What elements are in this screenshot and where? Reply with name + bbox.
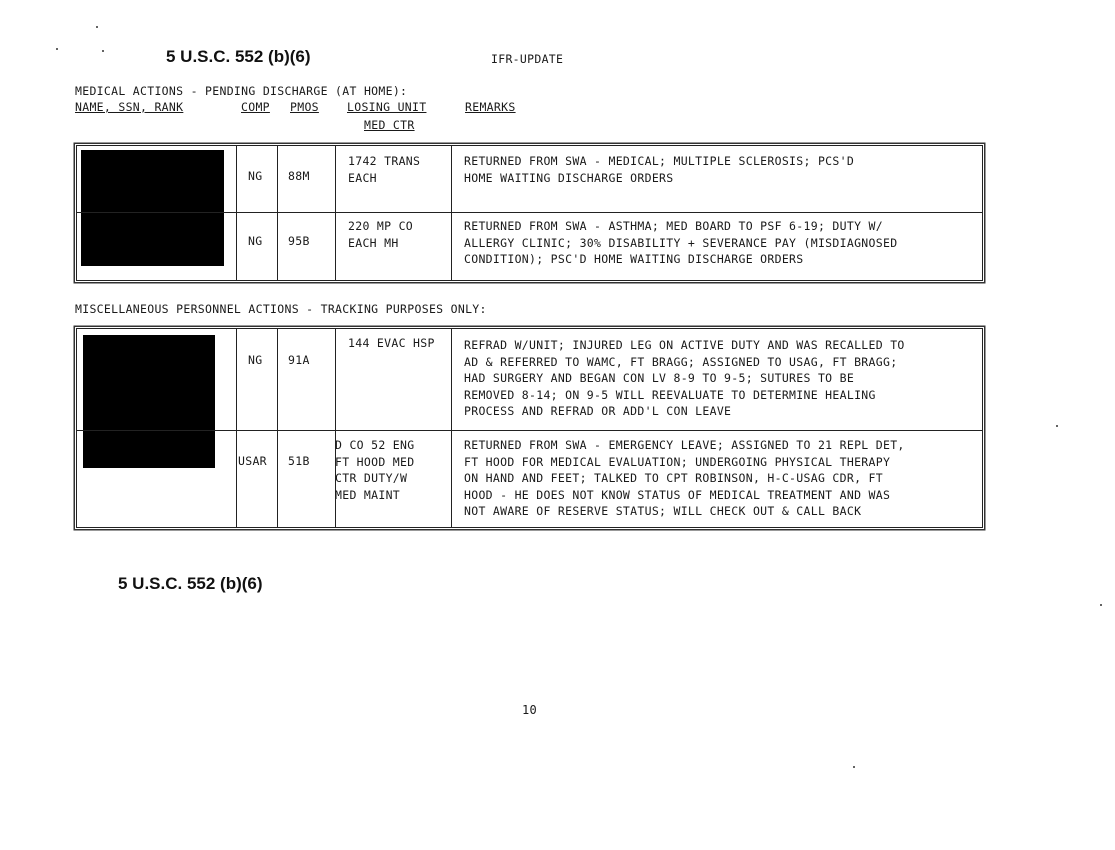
pmos-cell: 91A	[288, 353, 310, 367]
speck	[1100, 604, 1102, 606]
losing-unit-cell: 220 MP CO EACH MH	[348, 219, 414, 250]
speck	[853, 766, 855, 768]
table-row	[77, 430, 982, 528]
column-header-name: NAME, SSN, RANK	[75, 100, 184, 114]
column-header-remarks: REMARKS	[465, 100, 516, 114]
speck	[102, 50, 104, 52]
comp-cell: NG	[248, 169, 263, 183]
exemption-code-footer: 5 U.S.C. 552 (b)(6)	[118, 574, 263, 593]
column-header-med-ctr: MED CTR	[364, 118, 415, 132]
speck	[1056, 425, 1058, 427]
column-header-comp: COMP	[241, 100, 270, 114]
remarks-cell: RETURNED FROM SWA - MEDICAL; MULTIPLE SCLEROSIS; PCS'D HOME WAITING DISCHARGE ORDERS	[464, 154, 855, 185]
remarks-cell: REFRAD W/UNIT; INJURED LEG ON ACTIVE DUTY AND WAS RECALLED TO AD & REFERRED TO WAMC, FT BRAGG; ASSIGNED TO USAG, FT BRAGG; HAD SURGERY AND BEGAN CON LV 8-9 TO 9-5; SUTURES TO BE REMOVED 8-14; ON 9-5 WILL REEVALUATE TO DETERMINE HEALING PROCESS AND REFRAD OR ADD'L CON LEAVE	[464, 338, 905, 418]
losing-unit-cell: 1742 TRANS EACH	[348, 154, 421, 185]
section-title-misc: MISCELLANEOUS PERSONNEL ACTIONS - TRACKING PURPOSES ONLY:	[75, 302, 487, 316]
medical-actions-table	[76, 145, 983, 281]
pmos-cell: 51B	[288, 454, 310, 468]
speck	[96, 26, 98, 28]
remarks-cell: RETURNED FROM SWA - EMERGENCY LEAVE; ASSIGNED TO 21 REPL DET, FT HOOD FOR MEDICAL EVALUATION; UNDERGOING PHYSICAL THERAPY ON HAND AND FEET; TALKED TO CPT ROBINSON, H-C-USAG CDR, FT HOOD - HE DOES NOT KNOW STATUS OF MEDICAL TREATMENT AND WAS NOT AWARE OF RESERVE STATUS; WILL CHECK OUT & CALL BACK	[464, 438, 905, 518]
comp-cell: USAR	[238, 454, 267, 468]
page-number: 10	[522, 703, 538, 717]
speck	[56, 48, 58, 50]
column-header-losing-unit: LOSING UNIT	[347, 100, 427, 114]
comp-cell: NG	[248, 234, 263, 248]
section-title-medical: MEDICAL ACTIONS - PENDING DISCHARGE (AT HOME):	[75, 84, 408, 98]
table-row	[77, 146, 982, 212]
pmos-cell: 95B	[288, 234, 310, 248]
comp-cell: NG	[248, 353, 263, 367]
document-code: IFR-UPDATE	[491, 52, 564, 66]
remarks-cell: RETURNED FROM SWA - ASTHMA; MED BOARD TO PSF 6-19; DUTY W/ ALLERGY CLINIC; 30% DISABILITY + SEVERANCE PAY (MISDIAGNOSED CONDITION); PSC'D HOME WAITING DISCHARGE ORDERS	[464, 219, 898, 266]
table-row	[77, 212, 982, 281]
losing-unit-cell: D CO 52 ENG FT HOOD MED CTR DUTY/W MED MAINT	[335, 438, 415, 502]
misc-actions-table	[76, 328, 983, 528]
losing-unit-cell: 144 EVAC HSP	[348, 336, 435, 350]
column-header-pmos: PMOS	[290, 100, 319, 114]
exemption-code-header: 5 U.S.C. 552 (b)(6)	[166, 47, 311, 66]
pmos-cell: 88M	[288, 169, 310, 183]
table-row	[77, 329, 982, 430]
